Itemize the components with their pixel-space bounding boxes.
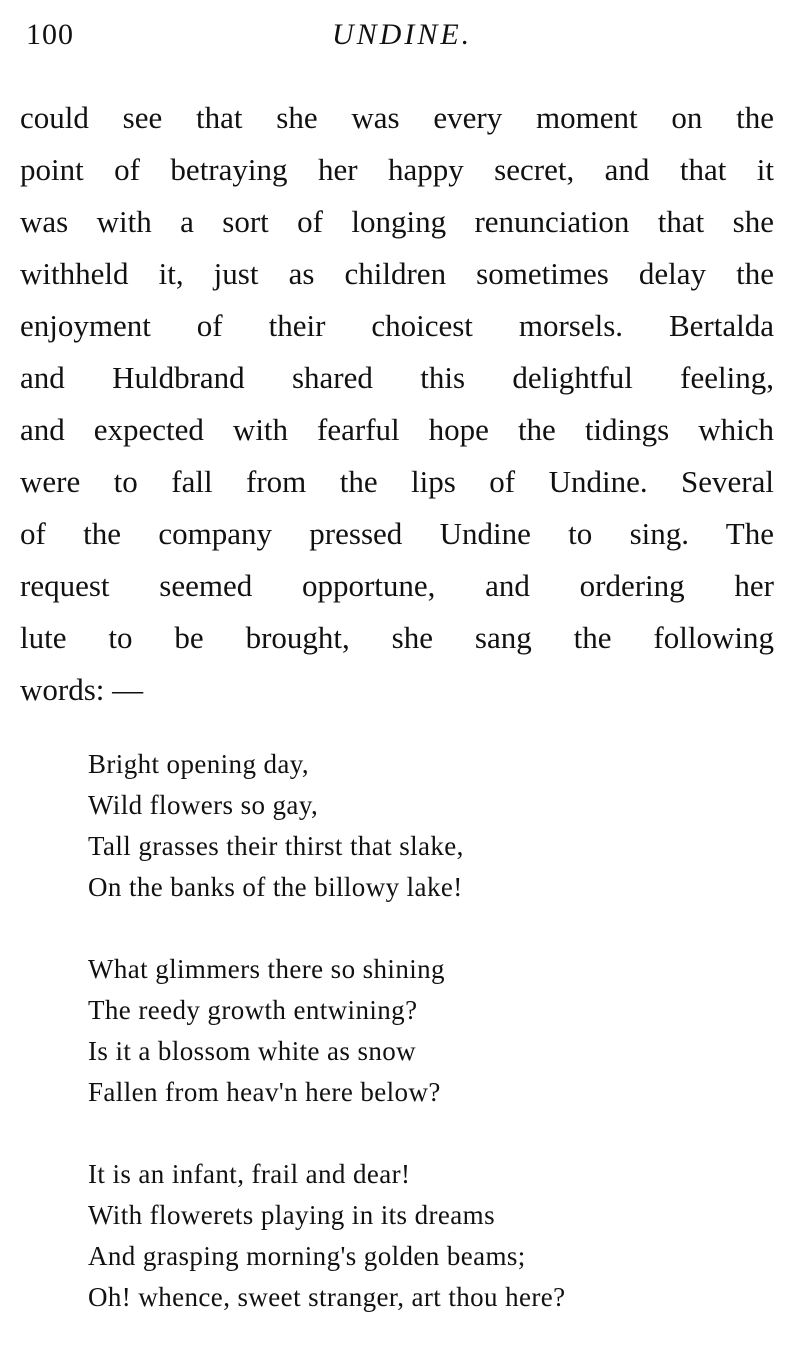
page-number: 100 [26, 18, 74, 51]
prose-line: was with a sort of longing renunciation that she [20, 204, 774, 239]
song-poem [88, 744, 768, 1359]
poem-verse: The reedy growth entwining? [88, 995, 418, 1025]
running-title: UNDINE. [332, 18, 473, 51]
prose-line: words: — [20, 672, 144, 707]
prose-line: were to fall from the lips of Undine. Several [20, 464, 774, 499]
poem-stanza [88, 744, 768, 908]
prose-line: point of betraying her happy secret, and that it [20, 152, 774, 187]
page-header [20, 14, 772, 58]
prose-line: could see that she was every moment on the [20, 100, 774, 135]
poem-verse: What glimmers there so shining [88, 954, 445, 984]
prose-line: and expected with fearful hope the tidings which [20, 412, 774, 447]
poem-verse: Tall grasses their thirst that slake, [88, 831, 464, 861]
poem-verse: Wild flowers so gay, [88, 790, 319, 820]
prose-line: enjoyment of their choicest morsels. Bertalda [20, 308, 774, 343]
poem-stanza [88, 949, 768, 1113]
poem-verse: On the banks of the billowy lake! [88, 872, 463, 902]
prose-line: withheld it, just as children sometimes delay the [20, 256, 774, 291]
poem-verse: It is an infant, frail and dear! [88, 1159, 411, 1189]
poem-stanza [88, 1154, 768, 1318]
prose-line: request seemed opportune, and ordering her [20, 568, 774, 603]
poem-verse: Is it a blossom white as snow [88, 1036, 417, 1066]
prose-line: and Huldbrand shared this delightful feeling, [20, 360, 774, 395]
poem-verse: Fallen from heav'n here below? [88, 1077, 441, 1107]
prose-paragraph [20, 92, 774, 716]
poem-verse: Oh! whence, sweet stranger, art thou here? [88, 1282, 566, 1312]
prose-line: of the company pressed Undine to sing. The [20, 516, 774, 551]
poem-verse: Bright opening day, [88, 749, 310, 779]
poem-verse: And grasping morning's golden beams; [88, 1241, 526, 1271]
prose-line: lute to be brought, she sang the following [20, 620, 774, 655]
poem-verse: With flowerets playing in its dreams [88, 1200, 495, 1230]
